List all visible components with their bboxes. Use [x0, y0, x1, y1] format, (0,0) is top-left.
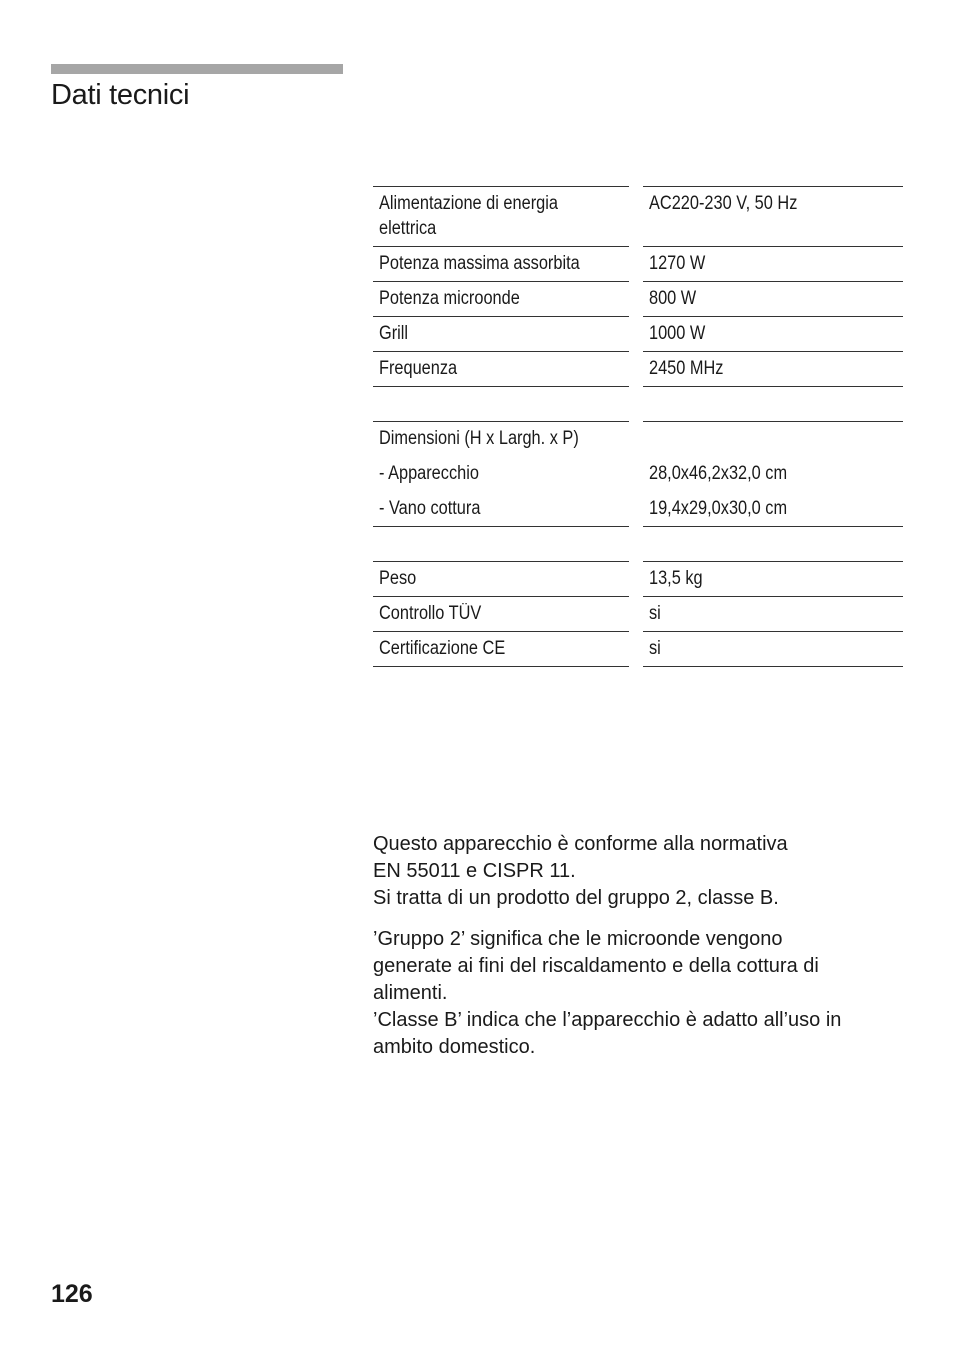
spec-value: si	[649, 603, 661, 624]
page-title: Dati tecnici	[51, 79, 190, 111]
spec-label: - Vano cottura	[379, 498, 481, 519]
spec-label: Controllo TÜV	[379, 603, 482, 624]
text-line: ambito domestico.	[373, 1036, 536, 1058]
spec-row	[373, 457, 903, 492]
spec-value: 19,4x29,0x30,0 cm	[649, 498, 788, 519]
spec-row	[373, 492, 903, 527]
spec-value: 1270 W	[649, 253, 706, 274]
text-line: alimenti.	[373, 982, 448, 1004]
spec-row	[373, 562, 903, 597]
spec-label: - Apparecchio	[379, 463, 479, 484]
spec-label: Potenza microonde	[379, 288, 520, 309]
text-line: generate ai fini del riscaldamento e della cottura di	[373, 955, 819, 977]
text-line: ’Gruppo 2’ significa che le microonde vengono	[373, 928, 783, 950]
text-line: Si tratta di un prodotto del gruppo 2, classe B.	[373, 887, 779, 909]
spec-value: 2450 MHz	[649, 358, 724, 379]
spec-label: Dimensioni (H x Largh. x P)	[379, 428, 579, 449]
text-line: ’Classe B’ indica che l’apparecchio è adatto all’uso in	[373, 1009, 842, 1031]
spec-row	[373, 422, 903, 457]
spec-value: AC220-230 V, 50 Hz	[649, 193, 798, 214]
spec-label: Certificazione CE	[379, 638, 506, 659]
spec-label: Grill	[379, 323, 409, 344]
text-line: Questo apparecchio è conforme alla normativa	[373, 833, 788, 855]
spec-row	[373, 282, 903, 317]
spec-label: Peso	[379, 568, 417, 589]
spec-label: Frequenza	[379, 358, 458, 379]
spec-row	[373, 186, 903, 247]
spec-label: elettrica	[379, 218, 437, 239]
spec-row	[373, 352, 903, 387]
spec-value: si	[649, 638, 661, 659]
spec-label: Alimentazione di energia	[379, 193, 558, 214]
page-number: 126	[51, 1280, 93, 1308]
spec-row	[373, 247, 903, 282]
spec-row	[373, 597, 903, 632]
class-explanation-paragraph	[373, 926, 913, 1061]
spec-value: 1000 W	[649, 323, 706, 344]
spec-value: 28,0x46,2x32,0 cm	[649, 463, 788, 484]
spec-value: 13,5 kg	[649, 568, 703, 589]
text-line: EN 55011 e CISPR 11.	[373, 860, 576, 882]
conformity-paragraph	[373, 831, 913, 912]
spec-table	[373, 186, 903, 667]
spec-row	[373, 317, 903, 352]
spec-row-empty	[373, 387, 903, 422]
spec-row	[373, 632, 903, 667]
title-bar	[51, 64, 343, 74]
spec-label: Potenza massima assorbita	[379, 253, 580, 274]
spec-row-empty	[373, 527, 903, 562]
spec-value: 800 W	[649, 288, 697, 309]
